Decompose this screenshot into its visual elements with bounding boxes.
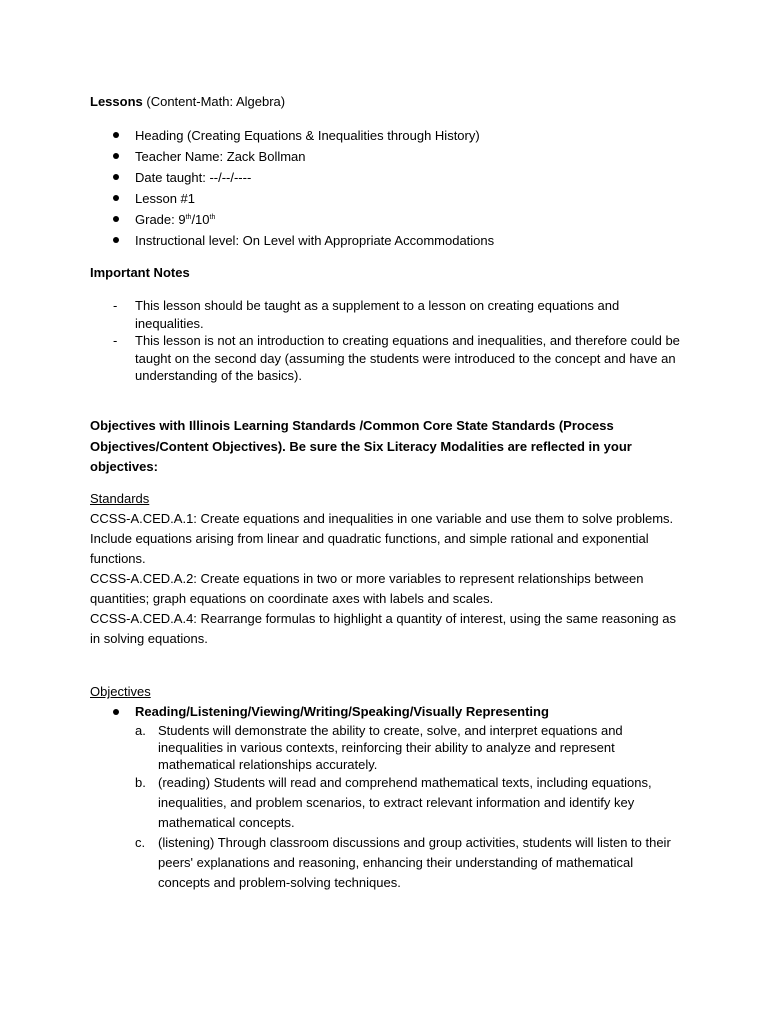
lesson-info-list — [90, 125, 680, 251]
note-item — [90, 297, 680, 332]
lessons-header — [90, 92, 680, 112]
objective-text: (reading) Students will read and comprehend mathematical texts, including equations, inequalities, and problem scenarios, to extract relevant information and identify key mathematical concepts. — [158, 775, 652, 830]
list-item-instructional-level: Instructional level: On Level with Appropriate Accommodations — [90, 230, 680, 251]
list-item-date: Date taught: --/--/---- — [90, 167, 680, 188]
list-item-teacher: Teacher Name: Zack Bollman — [90, 146, 680, 167]
grade-sup-1: th — [185, 214, 192, 221]
standard-item: CCSS-A.CED.A.2: Create equations in two or more variables to represent relationships between quantities; graph equations on coordinate axes with labels and scales. — [90, 571, 644, 606]
objective-text: Students will demonstrate the ability to create, solve, and interpret equations and inequalities in various contexts, reinforcing their ability to analyze and represent mathematical relationships accurately. — [158, 723, 623, 772]
note-text: This lesson should be taught as a supplement to a lesson on creating equations and inequalities. — [135, 298, 620, 331]
grade-sup-2: th — [209, 214, 216, 221]
objective-marker: b. — [135, 775, 146, 790]
important-notes-list — [90, 297, 680, 385]
objective-marker: a. — [135, 723, 146, 738]
objectives-heading: Objectives with Illinois Learning Standards /Common Core State Standards (Process Objectives/Content Objectives). Be sure the Six Literacy Modalities are reflected in your objectives: — [90, 418, 632, 474]
dash-marker: - — [113, 298, 118, 313]
standard-item: CCSS-A.CED.A.4: Rearrange formulas to highlight a quantity of interest, using the same reasoning as in solving equations. — [90, 611, 677, 646]
note-item — [90, 332, 680, 385]
objective-item — [90, 833, 680, 893]
grade-mid: /10 — [191, 212, 210, 227]
note-text: This lesson is not an introduction to creating equations and inequalities, and therefore could be taught on the second day (assuming the students were introduced to the concept and have an understanding of the basics). — [135, 333, 680, 383]
objective-item — [90, 773, 680, 833]
standards-title: Standards — [90, 491, 150, 506]
objective-marker: c. — [135, 835, 146, 850]
lessons-subject: (Content-Math: Algebra) — [146, 94, 286, 109]
objectives-list — [90, 702, 680, 893]
grade-prefix: Grade: 9 — [135, 212, 186, 227]
list-item-heading: Heading (Creating Equations & Inequalities through History) — [90, 125, 680, 146]
objectives-title: Objectives — [90, 684, 151, 699]
lessons-label: Lessons — [90, 94, 143, 109]
objective-item — [90, 722, 680, 773]
standards-section — [90, 489, 680, 649]
dash-marker: - — [113, 333, 118, 348]
objective-text: (listening) Through classroom discussions and group activities, students will listen to their peers' explanations and reasoning, enhancing their understanding of mathematical concepts and problem-solving techniques. — [158, 835, 671, 890]
modalities-item: Reading/Listening/Viewing/Writing/Speaking/Visually Representing — [90, 702, 680, 722]
list-item-grade — [90, 209, 680, 230]
standard-item: CCSS-A.CED.A.1: Create equations and inequalities in one variable and use them to solve problems. Include equations arising from linear and quadratic functions, and simple rational and exponential functions. — [90, 511, 674, 566]
important-notes-title: Important Notes — [90, 265, 190, 280]
list-item-lesson-number: Lesson #1 — [90, 188, 680, 209]
